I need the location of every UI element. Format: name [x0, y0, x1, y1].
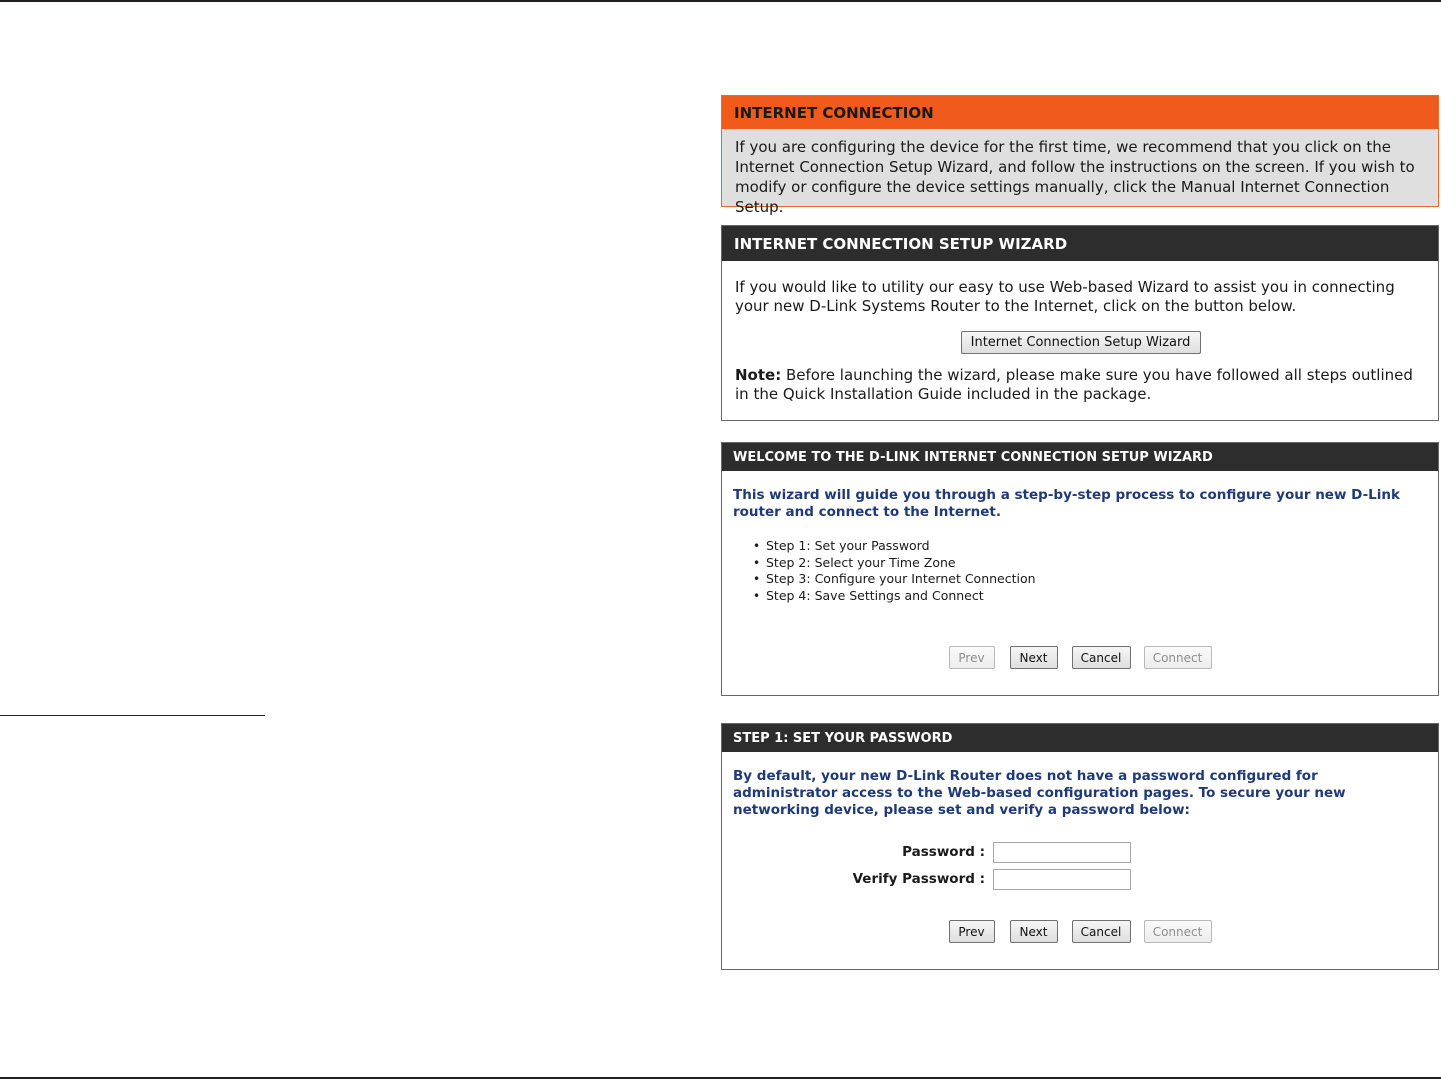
- step-item: • Step 4: Save Settings and Connect: [753, 588, 1426, 605]
- wizard-intro: This wizard will guide you through a step-by-step process to configure your new D-Link router and connect to the Internet.: [733, 487, 1401, 520]
- left-divider: [0, 715, 265, 716]
- panel-body: [722, 471, 1438, 604]
- welcome-wizard-panel: [721, 442, 1439, 696]
- bottom-divider: [0, 1077, 1441, 1079]
- prev-button[interactable]: Prev: [949, 920, 995, 943]
- password-input[interactable]: [993, 842, 1131, 863]
- panel-title: INTERNET CONNECTION SETUP WIZARD: [722, 226, 1438, 261]
- panel-title: INTERNET CONNECTION: [722, 96, 1438, 129]
- panel-body: [722, 261, 1438, 404]
- internet-connection-setup-wizard-button[interactable]: Internet Connection Setup Wizard: [961, 331, 1201, 354]
- panel-description: If you would like to utility our easy to use Web-based Wizard to assist you in connecting your new D-Link Systems Router to the Internet, click on the button below.: [735, 278, 1395, 315]
- next-button[interactable]: Next: [1010, 920, 1058, 943]
- panel-description: If you are configuring the device for the first time, we recommend that you click on the Internet Connection Setup Wizard, and follow the instructions on the screen. If you wish to modify or configure the device settings manually, click the Manual Internet Connection Setup.: [735, 138, 1415, 216]
- wizard-note: [735, 366, 1426, 404]
- prev-button[interactable]: Prev: [949, 646, 995, 669]
- wizard-button-row: [722, 920, 1438, 943]
- cancel-button[interactable]: Cancel: [1072, 646, 1131, 669]
- top-divider: [0, 0, 1441, 2]
- panel-title: STEP 1: SET YOUR PASSWORD: [722, 724, 1438, 752]
- set-password-panel: [721, 723, 1439, 970]
- setup-wizard-panel: [721, 225, 1439, 421]
- wizard-steps-list: [753, 538, 1426, 604]
- wizard-button-row: [735, 331, 1426, 354]
- note-label: Note:: [735, 366, 782, 384]
- verify-password-row: [722, 869, 1438, 891]
- password-row: [722, 842, 1438, 864]
- password-label: Password :: [902, 844, 985, 860]
- cancel-button[interactable]: Cancel: [1072, 920, 1131, 943]
- connect-button[interactable]: Connect: [1144, 646, 1212, 669]
- step-item: • Step 1: Set your Password: [753, 538, 1426, 555]
- password-intro: By default, your new D-Link Router does not have a password configured for administrator access to the Web-based configuration pages. To secure your new networking device, please set and verify a password below:: [733, 768, 1346, 818]
- step-item: • Step 2: Select your Time Zone: [753, 555, 1426, 572]
- panel-body: [722, 752, 1438, 819]
- verify-password-label: Verify Password :: [852, 871, 985, 887]
- panel-title: WELCOME TO THE D-LINK INTERNET CONNECTION SETUP WIZARD: [722, 443, 1438, 471]
- next-button[interactable]: Next: [1010, 646, 1058, 669]
- wizard-button-row: [722, 646, 1438, 669]
- connect-button[interactable]: Connect: [1144, 920, 1212, 943]
- internet-connection-panel: [721, 95, 1439, 216]
- note-text: Before launching the wizard, please make sure you have followed all steps outlined in the Quick Installation Guide included in the package.: [735, 366, 1413, 403]
- verify-password-input[interactable]: [993, 869, 1131, 890]
- step-item: • Step 3: Configure your Internet Connection: [753, 571, 1426, 588]
